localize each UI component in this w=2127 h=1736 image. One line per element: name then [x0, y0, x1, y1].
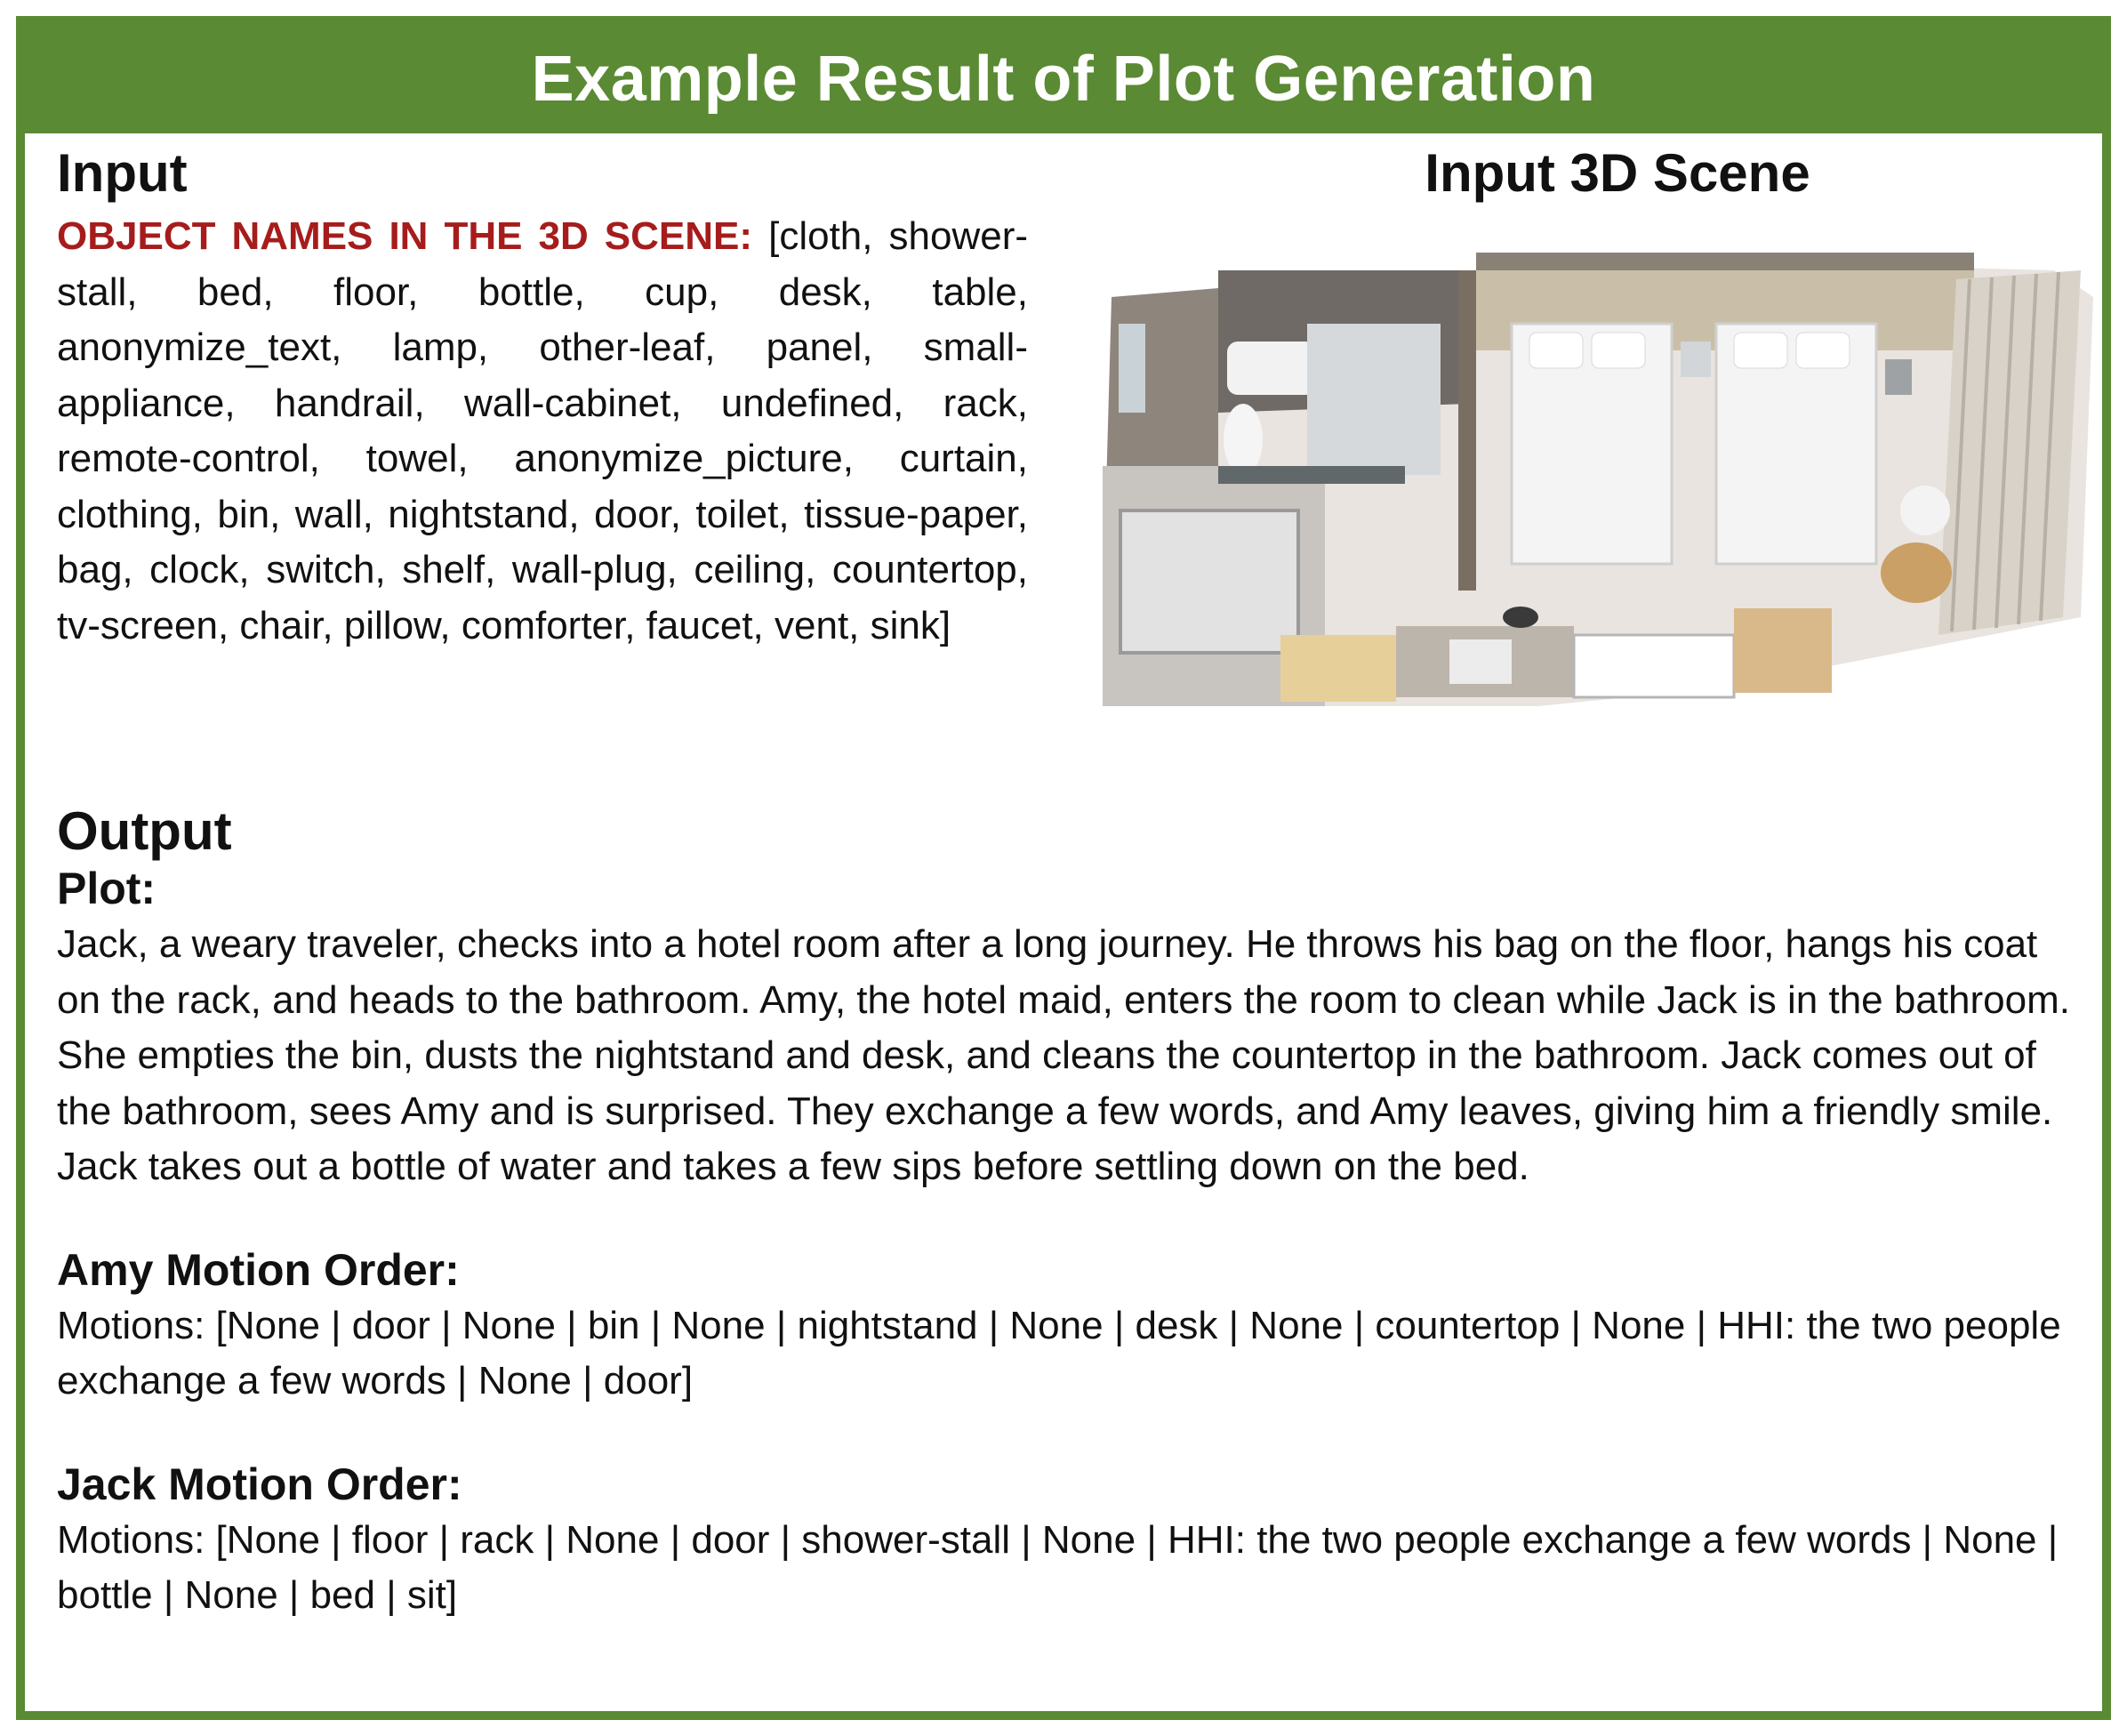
object-names-label: OBJECT NAMES IN THE 3D SCENE:: [57, 214, 753, 258]
scene-render-image: [1094, 244, 2093, 715]
jack-motion-order-label: Jack Motion Order:: [57, 1459, 462, 1509]
figure-title: Example Result of Plot Generation: [531, 44, 1596, 115]
figure-content: [57, 142, 2070, 1693]
object-names-paragraph: [57, 209, 1028, 654]
title-banner: [25, 25, 2102, 133]
object-names-list: [cloth, shower-stall, bed, floor, bottle, cup, desk, table, anonymize_text, lamp, other-leaf, panel, small-appliance, handrail, wall-cabinet, undefined, rack, remote-control, towel, anonymize_picture, curtain, clothing, bin, wall, nightstand, door, toilet, tissue-paper, bag, clock, switch, shelf, wall-plug, ceiling, countertop, tv-screen, chair, pillow, comforter, faucet, vent, sink]: [57, 214, 1029, 647]
output-heading: Output: [57, 801, 232, 861]
input-section: [57, 142, 1028, 693]
input-heading: Input: [57, 143, 188, 203]
figure-frame: [16, 16, 2111, 1720]
amy-motion-order-label: Amy Motion Order:: [57, 1244, 460, 1295]
scene-heading: Input 3D Scene: [1425, 143, 1810, 203]
scene-section: [1071, 142, 2093, 711]
amy-motions-text: Motions: [None | door | None | bin | None | nightstand | None | desk | None | countertop | None | HHI: the two people exchange a few words | None | door]: [57, 1303, 2061, 1402]
output-section: [57, 800, 2070, 1624]
jack-motions-text: Motions: [None | floor | rack | None | door | shower-stall | None | HHI: the two people exchange a few words | None | bottle | None | bed | sit]: [57, 1517, 2059, 1617]
plot-label: Plot:: [57, 864, 157, 913]
plot-text: Jack, a weary traveler, checks into a hotel room after a long journey. He throws his bag on the floor, hangs his coat on the rack, and heads to the bathroom. Amy, the hotel maid, enters the room to clean while Jack is in the bathroom. She empties the bin, dusts the nightstand and desk, and cleans the countertop in the bathroom. Jack comes out of the bathroom, sees Amy and is surprised. They exchange a few words, and Amy leaves, giving him a friendly smile. Jack takes out a bottle of water and takes a few sips before settling down on the bed.: [57, 922, 2070, 1188]
